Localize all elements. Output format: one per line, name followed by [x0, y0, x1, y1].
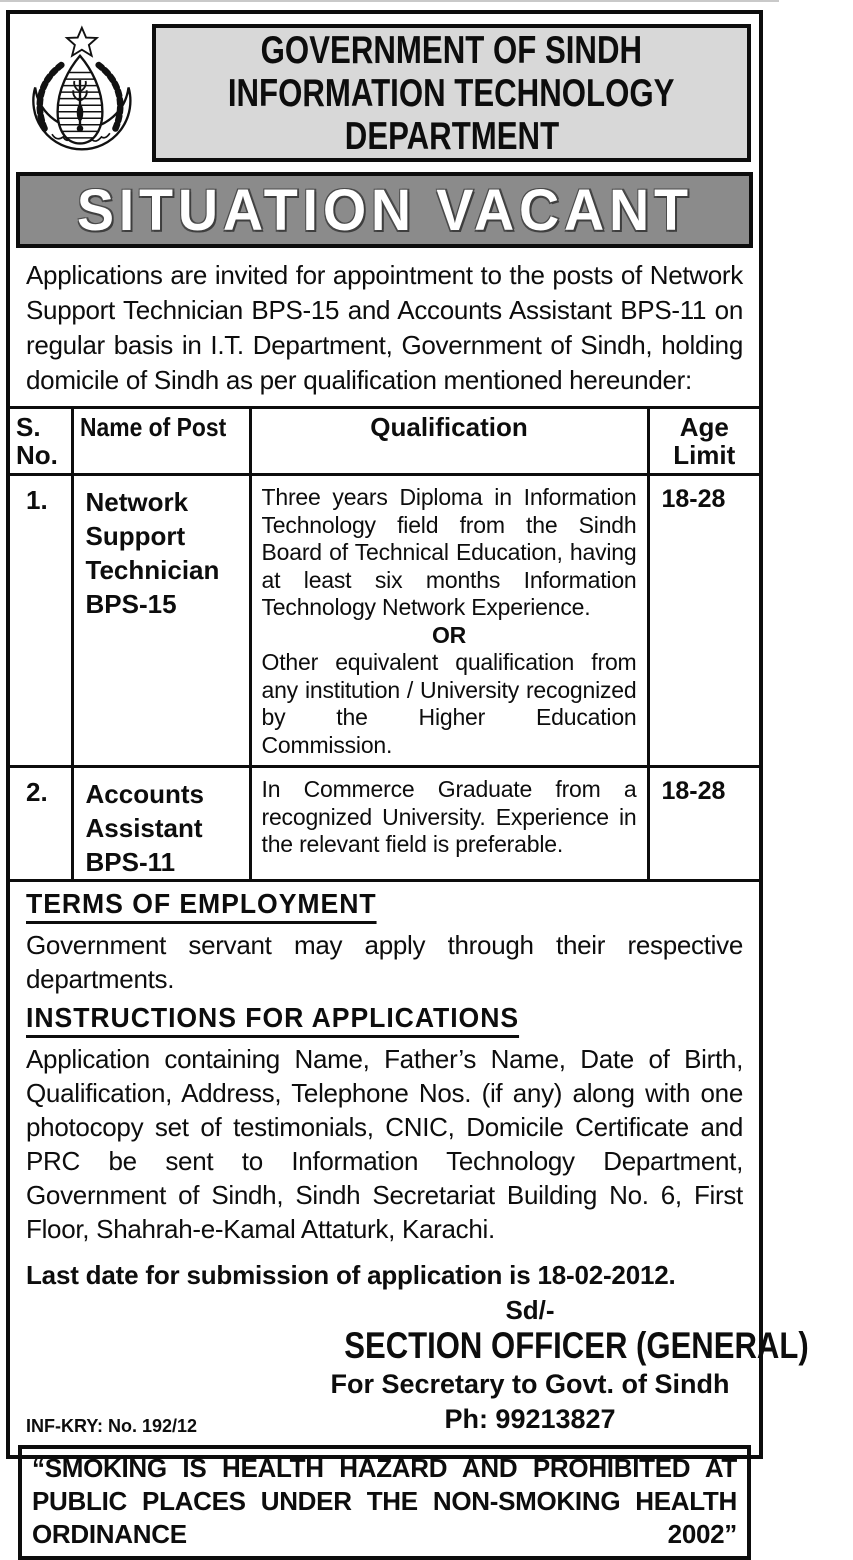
reference-number: INF-KRY: No. 192/12	[26, 1416, 198, 1436]
table-row	[10, 767, 759, 881]
posts-table	[10, 406, 759, 882]
scan-edge	[0, 0, 779, 2]
signature-block	[300, 1295, 809, 1437]
table-row	[10, 475, 759, 767]
row2-post: Accounts Assistant BPS-11	[72, 767, 250, 881]
row1-qualification	[250, 475, 648, 767]
row1-sno: 1.	[10, 475, 72, 767]
row2-age-limit: 18-28	[648, 767, 759, 881]
table-header-row	[10, 408, 759, 475]
row1-qual-part2: Other equivalent qualification from any institution / University recognized by the Higher Education Commission.	[261, 649, 637, 758]
emblem-graphic	[22, 24, 138, 164]
row1-age-limit: 18-28	[648, 475, 759, 767]
signature-row	[10, 1295, 809, 1441]
signature-for-line: For Secretary to Govt. of Sindh	[330, 1369, 730, 1399]
sindh-government-emblem-icon	[22, 24, 138, 164]
advertisement-frame	[6, 10, 809, 1549]
department-line-3: DEPARTMENT	[344, 114, 559, 158]
smoking-notice-box: “SMOKING IS HEALTH HAZARD AND PROHIBITED AT PUBLIC PLACES UNDER THE NON-SMOKING HEALTH ORDINANCE 2002”	[18, 1445, 751, 1560]
last-date-line: Last date for submission of application is 18-02-2012.	[26, 1260, 676, 1290]
instructions-body: Application containing Name, Father’s Name, Date of Birth, Qualification, Address, Telephone Nos. (if any) along with one photocopy set of testimonials, CNIC, Domicile Certificate and PRC be sent to Information Technology Department, Government of Sindh, Sindh Secretariat Building No. 6, First Floor, Shahrah-e-Kamal Attaturk, Karachi.	[26, 1044, 743, 1244]
signature-phone: Ph: 99213827	[444, 1404, 616, 1434]
department-line-1: GOVERNMENT OF SINDH	[260, 28, 643, 72]
row1-or-label: OR	[431, 621, 467, 648]
signature-title: SECTION OFFICER (GENERAL)	[344, 1325, 809, 1366]
department-header-box	[152, 24, 751, 162]
terms-body: Government servant may apply through their respective departments.	[26, 930, 743, 994]
row1-qual-part1: Three years Diploma in Information Technology field from the Sindh Board of Technical Education, having at least six months Information Technology Network Experience.	[261, 484, 637, 620]
row2-sno: 2.	[10, 767, 72, 881]
star-icon	[67, 28, 97, 56]
terms-heading: TERMS OF EMPLOYMENT	[26, 888, 377, 924]
instructions-heading: INSTRUCTIONS FOR APPLICATIONS	[26, 1002, 519, 1038]
col-header-age: Age Limit	[648, 408, 759, 475]
col-header-qualification: Qualification	[250, 408, 648, 475]
signature-sd: Sd/-	[505, 1295, 555, 1325]
col-header-sno: S. No.	[10, 408, 72, 475]
col-header-post: Name of Post	[72, 408, 250, 475]
row2-qualification: In Commerce Graduate from a recognized University. Experience in the relevant field is preferable.	[250, 767, 648, 881]
department-line-2: INFORMATION TECHNOLOGY	[228, 71, 675, 115]
situation-vacant-banner	[16, 172, 753, 248]
intro-paragraph: Applications are invited for appointment to the posts of Network Support Technician BPS-15 and Accounts Assistant BPS-11 on regular basis in I.T. Department, Government of Sindh, holding domicile of Sindh as per qualification mentioned hereunder:	[26, 260, 743, 395]
banner-title: SITUATION VACANT	[76, 177, 693, 243]
row1-post: Network Support Technician BPS-15	[72, 475, 250, 767]
masthead	[10, 14, 759, 166]
